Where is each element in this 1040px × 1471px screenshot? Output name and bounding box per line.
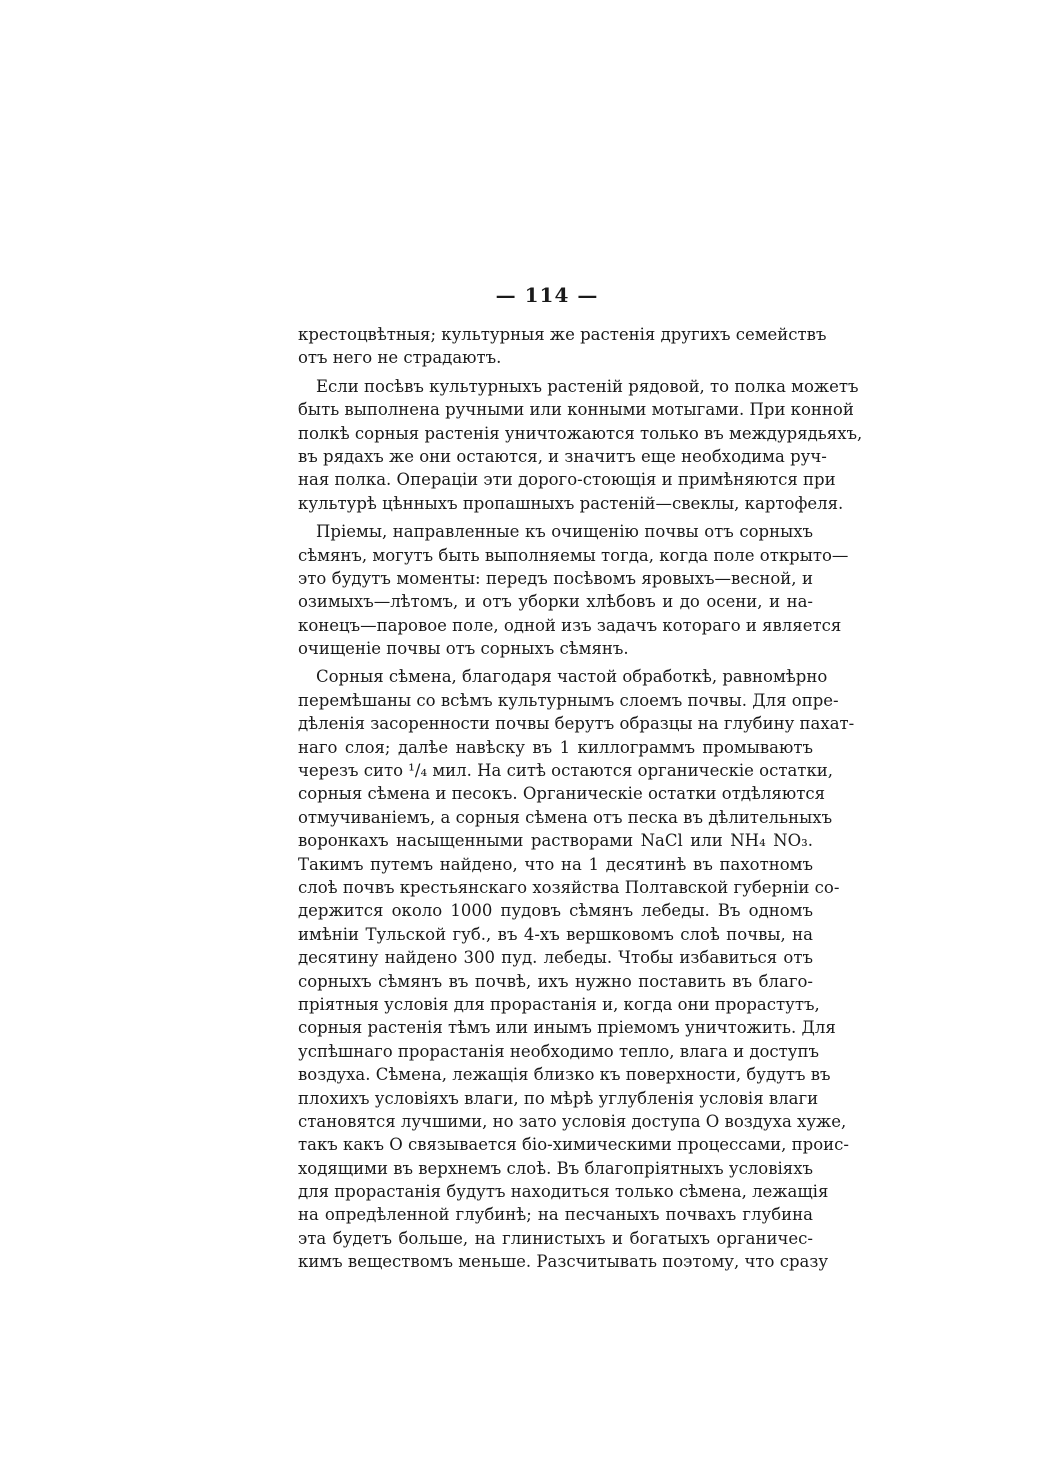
- text-line: сорныя растенія тѣмъ или инымъ пріемомъ уничтожить. Для: [298, 1018, 836, 1038]
- text-line: ная полка. Операціи эти дорого-стоющія и примѣняются при: [298, 470, 836, 490]
- text-line: конецъ—паровое поле, одной изъ задачъ котораго и является: [298, 615, 842, 635]
- text-line: сорныхъ сѣмянъ въ почвѣ, ихъ нужно поставить въ благо-: [298, 971, 813, 991]
- text-line: культурѣ цѣнныхъ пропашныхъ растеній—свеклы, картофеля.: [298, 493, 844, 513]
- text-line: на опредѣленной глубинѣ; на песчаныхъ почвахъ глубина: [298, 1205, 813, 1225]
- text-line: слоѣ почвъ крестьянскаго хозяйства Полтавской губерніи со-: [298, 877, 840, 897]
- text-line: воздуха. Сѣмена, лежащія близко къ поверхности, будутъ въ: [298, 1065, 831, 1085]
- paragraph: [298, 665, 855, 1273]
- text-line: отъ него не страдаютъ.: [298, 348, 502, 368]
- text-line: такъ какъ O связывается біо-химическими процессами, проис-: [298, 1135, 849, 1155]
- text-line: это будутъ моменты: передъ посѣвомъ яровыхъ—весной, и: [298, 568, 813, 588]
- text-line: озимыхъ—лѣтомъ, и отъ уборки хлѣбовъ и до осени, и на-: [298, 592, 813, 612]
- text-line: въ рядахъ же они остаются, и значитъ еще необходима руч-: [298, 446, 827, 466]
- text-line: имѣніи Тульской губ., въ 4-хъ вершковомъ слоѣ почвы, на: [298, 924, 813, 944]
- text-line: быть выполнена ручными или конными мотыгами. При конной: [298, 400, 854, 420]
- text-line: воронкахъ насыщенными растворами NaCl или NH₄ NO₃.: [298, 831, 813, 851]
- text-line: пріятныя условія для прорастанія и, когда они прорастутъ,: [298, 994, 820, 1014]
- text-line: для прорастанія будутъ находиться только сѣмена, лежащія: [298, 1182, 829, 1202]
- text-line: перемѣшаны со всѣмъ культурнымъ слоемъ почвы. Для опре-: [298, 690, 839, 710]
- text-line: сорныя сѣмена и песокъ. Органическіе остатки отдѣляются: [298, 784, 825, 804]
- text-line: кимъ веществомъ меньше. Разсчитывать поэтому, что сразу: [298, 1252, 829, 1272]
- paragraph: [298, 323, 827, 370]
- text-line: плохихъ условіяхъ влаги, по мѣрѣ углубленія условія влаги: [298, 1088, 819, 1108]
- text-line: полкѣ сорныя растенія уничтожаются только въ междурядьяхъ,: [298, 423, 863, 443]
- paragraph: [298, 375, 863, 515]
- text-line: Сорныя сѣмена, благодаря частой обработкѣ, равномѣрно: [316, 667, 828, 687]
- text-line: Пріемы, направленные къ очищенію почвы отъ сорныхъ: [316, 522, 813, 542]
- text-line: Если посѣвъ культурныхъ растеній рядовой, то полка можетъ: [316, 376, 859, 396]
- text-line: дѣленія засоренности почвы берутъ образцы на глубину пахат-: [298, 714, 855, 734]
- text-line: очищеніе почвы отъ сорныхъ сѣмянъ.: [298, 639, 629, 659]
- text-line: становятся лучшими, но зато условія доступа O воздуха хуже,: [298, 1111, 847, 1131]
- body-text: [298, 323, 863, 1274]
- paragraph: [298, 520, 849, 660]
- text-line: черезъ сито ¹/₄ мил. На ситѣ остаются органическіе остатки,: [298, 761, 833, 781]
- text-line: крестоцвѣтныя; культурныя же растенія другихъ семействъ: [298, 325, 827, 344]
- text-line: отмучиваніемъ, а сорныя сѣмена отъ песка въ дѣлительныхъ: [298, 807, 833, 827]
- page-number: — 114 —: [495, 283, 599, 307]
- text-line: держится около 1000 пудовъ сѣмянъ лебеды. Въ одномъ: [298, 901, 813, 921]
- text-line: ходящими въ верхнемъ слоѣ. Въ благопріятныхъ условіяхъ: [298, 1158, 814, 1178]
- text-line: десятину найдено 300 пуд. лебеды. Чтобы избавиться отъ: [298, 948, 813, 968]
- text-line: сѣмянъ, могутъ быть выполняемы тогда, когда поле открыто—: [298, 545, 849, 565]
- text-line: успѣшнаго прорастанія необходимо тепло, влага и доступъ: [298, 1041, 819, 1061]
- text-line: эта будетъ больше, на глинистыхъ и богатыхъ органичес-: [298, 1228, 813, 1248]
- text-line: наго слоя; далѣе навѣску въ 1 киллограммъ промываютъ: [298, 737, 813, 757]
- text-line: Такимъ путемъ найдено, что на 1 десятинѣ въ пахотномъ: [298, 854, 813, 874]
